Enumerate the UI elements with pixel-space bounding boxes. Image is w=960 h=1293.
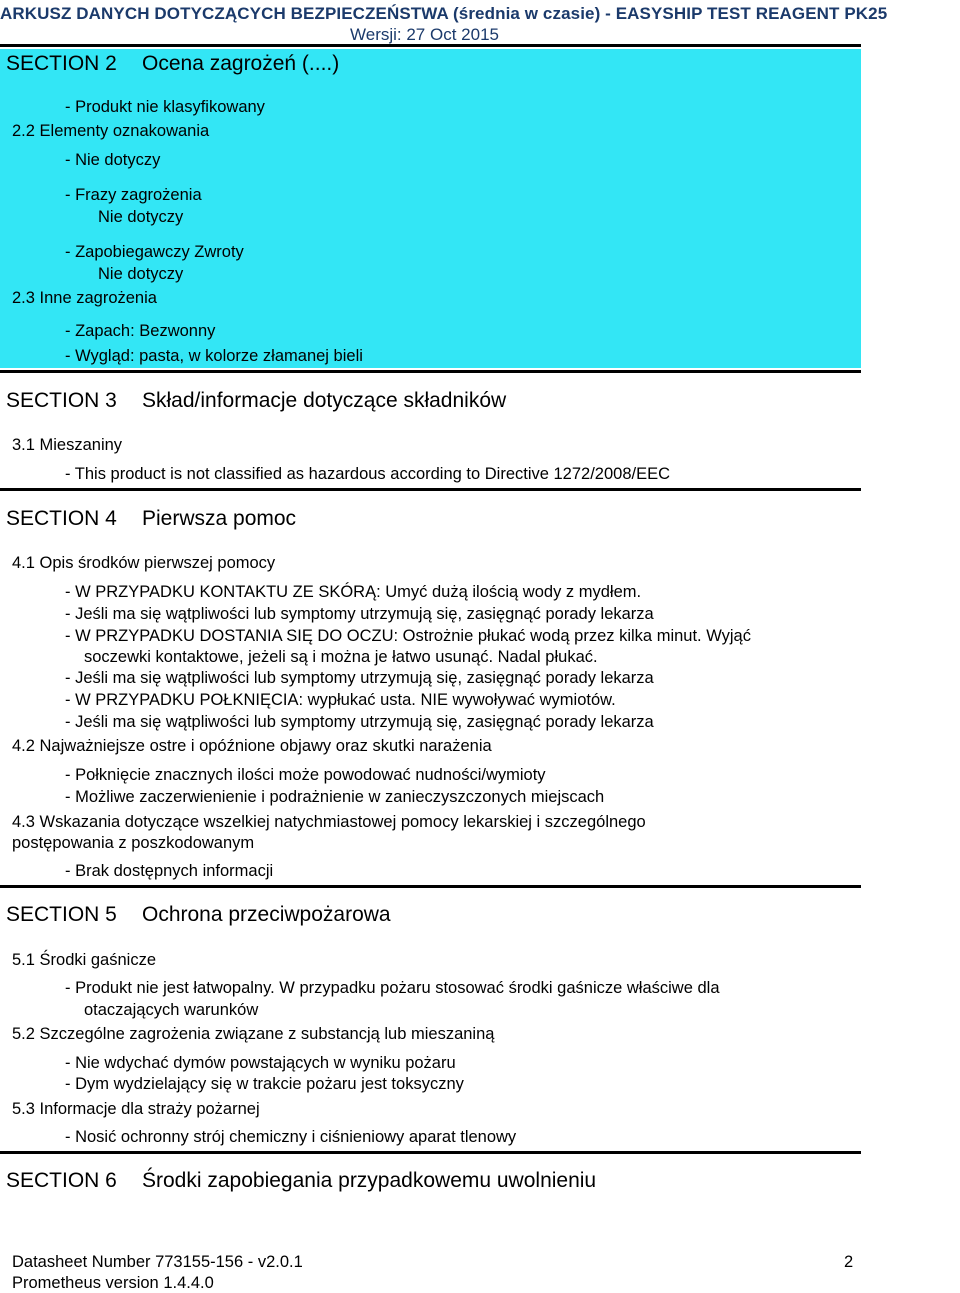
page-number: 2 bbox=[844, 1253, 854, 1271]
section2-number: SECTION 2 bbox=[6, 52, 117, 75]
section4-number: SECTION 4 bbox=[6, 507, 117, 530]
section4-item: - Jeśli ma się wątpliwości lub symptomy utrzymują się, zasięgnąć porady lekarza bbox=[65, 605, 654, 623]
footer-prometheus-version: Prometheus version 1.4.4.0 bbox=[12, 1274, 214, 1292]
section5-subheading: 5.3 Informacje dla straży pożarnej bbox=[12, 1100, 260, 1118]
header-rule bbox=[0, 44, 861, 47]
section5-item: otaczających warunków bbox=[84, 1001, 259, 1019]
section2-item: - Nie dotyczy bbox=[65, 151, 161, 169]
section4-item: - Jeśli ma się wątpliwości lub symptomy utrzymują się, zasięgnąć porady lekarza bbox=[65, 713, 654, 731]
section5-item: - Dym wydzielający się w trakcie pożaru jest toksyczny bbox=[65, 1075, 464, 1093]
section2-item: - Wygląd: pasta, w kolorze złamanej bieli bbox=[65, 347, 363, 365]
document-title: ARKUSZ DANYCH DOTYCZĄCYCH BEZPIECZEŃSTWA (średnia w czasie) - EASYSHIP TEST REAGENT PK25 bbox=[0, 4, 888, 23]
section4-item: - Brak dostępnych informacji bbox=[65, 862, 274, 880]
section2-item: - Produkt nie klasyfikowany bbox=[65, 98, 265, 116]
section6-rule bbox=[0, 1151, 861, 1154]
section4-item: - Możliwe zaczerwienienie i podrażnienie w zanieczyszczonych miejscach bbox=[65, 788, 605, 806]
section2-item: - Frazy zagrożenia bbox=[65, 186, 202, 204]
section4-subheading: 4.3 Wskazania dotyczące wszelkiej natychmiastowej pomocy lekarskiej i szczególnego bbox=[12, 813, 646, 831]
section2-subheading: 2.2 Elementy oznakowania bbox=[12, 122, 210, 140]
section4-subheading: 4.2 Najważniejsze ostre i opóźnione objawy oraz skutki narażenia bbox=[12, 737, 492, 755]
section5-subheading: 5.2 Szczególne zagrożenia związane z substancją lub mieszaniną bbox=[12, 1025, 495, 1043]
section6-number: SECTION 6 bbox=[6, 1169, 117, 1192]
section3-subheading: 3.1 Mieszaniny bbox=[12, 436, 123, 454]
section5-subheading: 5.1 Środki gaśnicze bbox=[12, 951, 156, 969]
section4-item: - Połknięcie znacznych ilości może powodować nudności/wymioty bbox=[65, 766, 546, 784]
section2-item: - Zapobiegawczy Zwroty bbox=[65, 243, 244, 261]
section4-item: - Jeśli ma się wątpliwości lub symptomy utrzymują się, zasięgnąć porady lekarza bbox=[65, 669, 654, 687]
section2-item: - Zapach: Bezwonny bbox=[65, 322, 216, 340]
section4-title: Pierwsza pomoc bbox=[142, 507, 297, 530]
section5-item: - Nie wdychać dymów powstających w wyniku pożaru bbox=[65, 1054, 456, 1072]
section4-item: - W PRZYPADKU KONTAKTU ZE SKÓRĄ: Umyć dużą ilością wody z mydłem. bbox=[65, 583, 642, 601]
section5-item: - Nosić ochronny strój chemiczny i ciśnieniowy aparat tlenowy bbox=[65, 1128, 517, 1146]
section5-number: SECTION 5 bbox=[6, 903, 117, 926]
footer-datasheet-number: Datasheet Number 773155-156 - v2.0.1 bbox=[12, 1253, 303, 1271]
section3-title: Skład/informacje dotyczące składników bbox=[142, 389, 507, 412]
section5-title: Ochrona przeciwpożarowa bbox=[142, 903, 391, 926]
section4-subheading: 4.1 Opis środków pierwszej pomocy bbox=[12, 554, 276, 572]
section4-item: soczewki kontaktowe, jeżeli są i można je łatwo usunąć. Nadal płukać. bbox=[84, 648, 598, 666]
section4-item: - W PRZYPADKU DOSTANIA SIĘ DO OCZU: Ostrożnie płukać wodą przez kilka minut. Wyjąć bbox=[65, 627, 751, 645]
section3-item: - This product is not classified as hazardous according to Directive 1272/2008/EEC bbox=[65, 465, 671, 483]
version-date: Wersji: 27 Oct 2015 bbox=[350, 25, 499, 44]
section2-subheading: 2.3 Inne zagrożenia bbox=[12, 289, 157, 307]
section6-title: Środki zapobiegania przypadkowemu uwolnieniu bbox=[142, 1169, 597, 1192]
section2-item: Nie dotyczy bbox=[98, 208, 184, 226]
section3-rule bbox=[0, 370, 861, 373]
section5-rule bbox=[0, 885, 861, 888]
section2-item: Nie dotyczy bbox=[98, 265, 184, 283]
section5-item: - Produkt nie jest łatwopalny. W przypadku pożaru stosować środki gaśnicze właściwe dla bbox=[65, 979, 720, 997]
section2-title: Ocena zagrożeń (....) bbox=[142, 52, 340, 75]
section3-number: SECTION 3 bbox=[6, 389, 117, 412]
section4-subheading: postępowania z poszkodowanym bbox=[12, 834, 255, 852]
section4-item: - W PRZYPADKU POŁKNIĘCIA: wypłukać usta. NIE wywoływać wymiotów. bbox=[65, 691, 616, 709]
section4-rule bbox=[0, 488, 861, 491]
